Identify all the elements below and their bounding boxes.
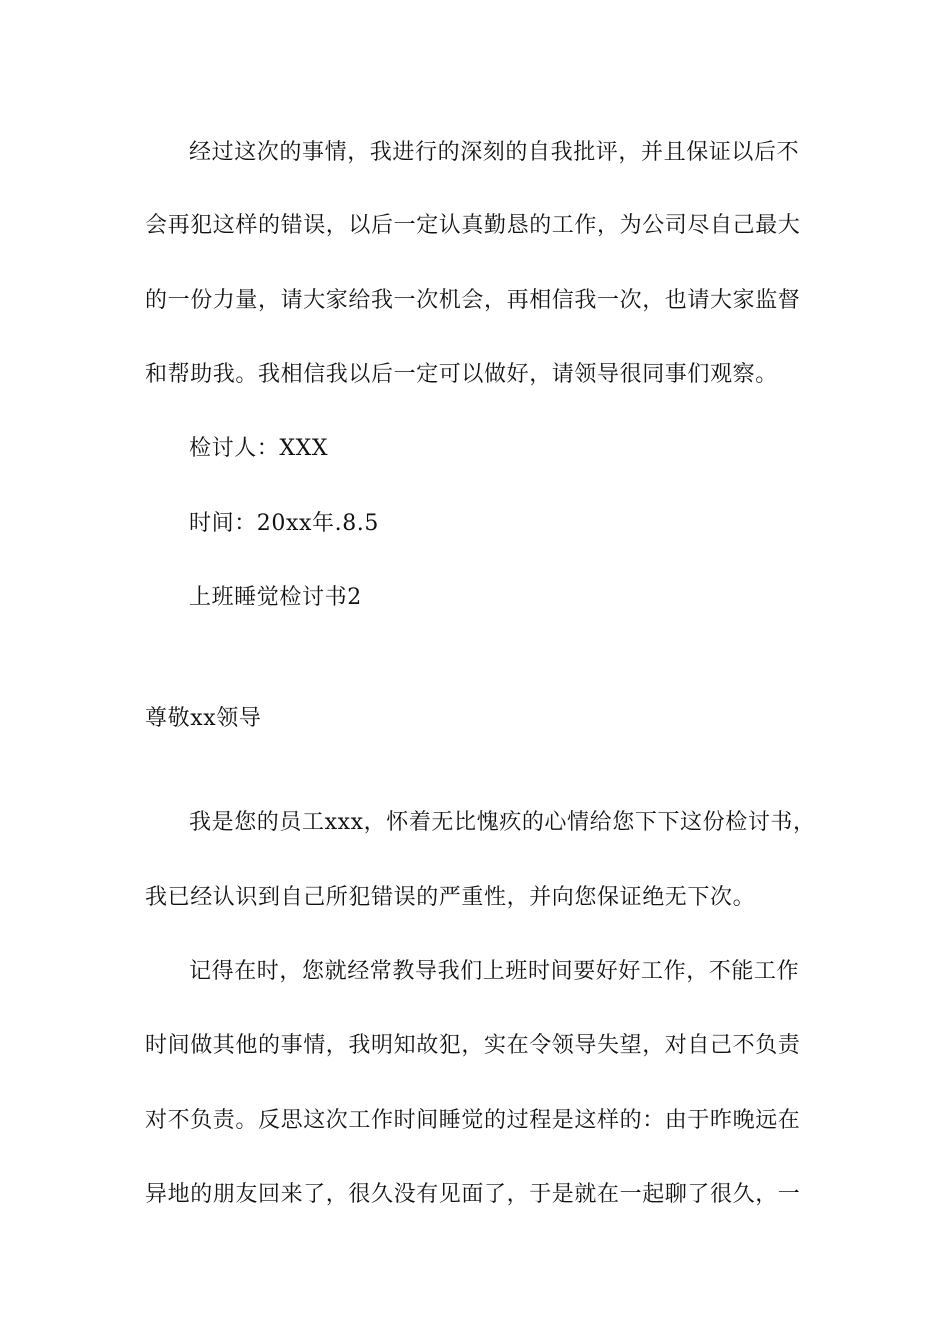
paragraph-line-5: 我是您的员工xxx，怀着无比愧疚的心情给您下下这份检讨书， (189, 810, 816, 835)
paragraph-line-8: 时间做其他的事情，我明知故犯，实在令领导失望，对自己不负责 (145, 1033, 801, 1058)
reviewer-line: 检讨人：XXX (189, 436, 329, 461)
paragraph-line-2: 会再犯这样的错误，以后一定认真勤恳的工作，为公司尽自己最大 (145, 213, 801, 238)
paragraph-line-10: 异地的朋友回来了，很久没有见面了，于是就在一起聊了很久，一 (145, 1182, 801, 1207)
paragraph-line-6: 我已经认识到自己所犯错误的严重性，并向您保证绝无下次。 (145, 885, 756, 910)
salutation: 尊敬xx领导 (145, 706, 262, 731)
paragraph-line-1: 经过这次的事情，我进行的深刻的自我批评，并且保证以后不 (189, 140, 800, 165)
section-title: 上班睡觉检讨书2 (189, 585, 362, 610)
paragraph-line-3: 的一份力量，请大家给我一次机会，再相信我一次，也请大家监督 (145, 288, 801, 313)
date-line: 时间：20xx年.8.5 (189, 511, 379, 536)
paragraph-line-9: 对不负责。反思这次工作时间睡觉的过程是这样的：由于昨晚远在 (145, 1108, 801, 1133)
paragraph-line-7: 记得在时，您就经常教导我们上班时间要好好工作，不能工作 (189, 959, 800, 984)
paragraph-line-4: 和帮助我。我相信我以后一定可以做好，请领导很同事们观察。 (145, 362, 778, 387)
